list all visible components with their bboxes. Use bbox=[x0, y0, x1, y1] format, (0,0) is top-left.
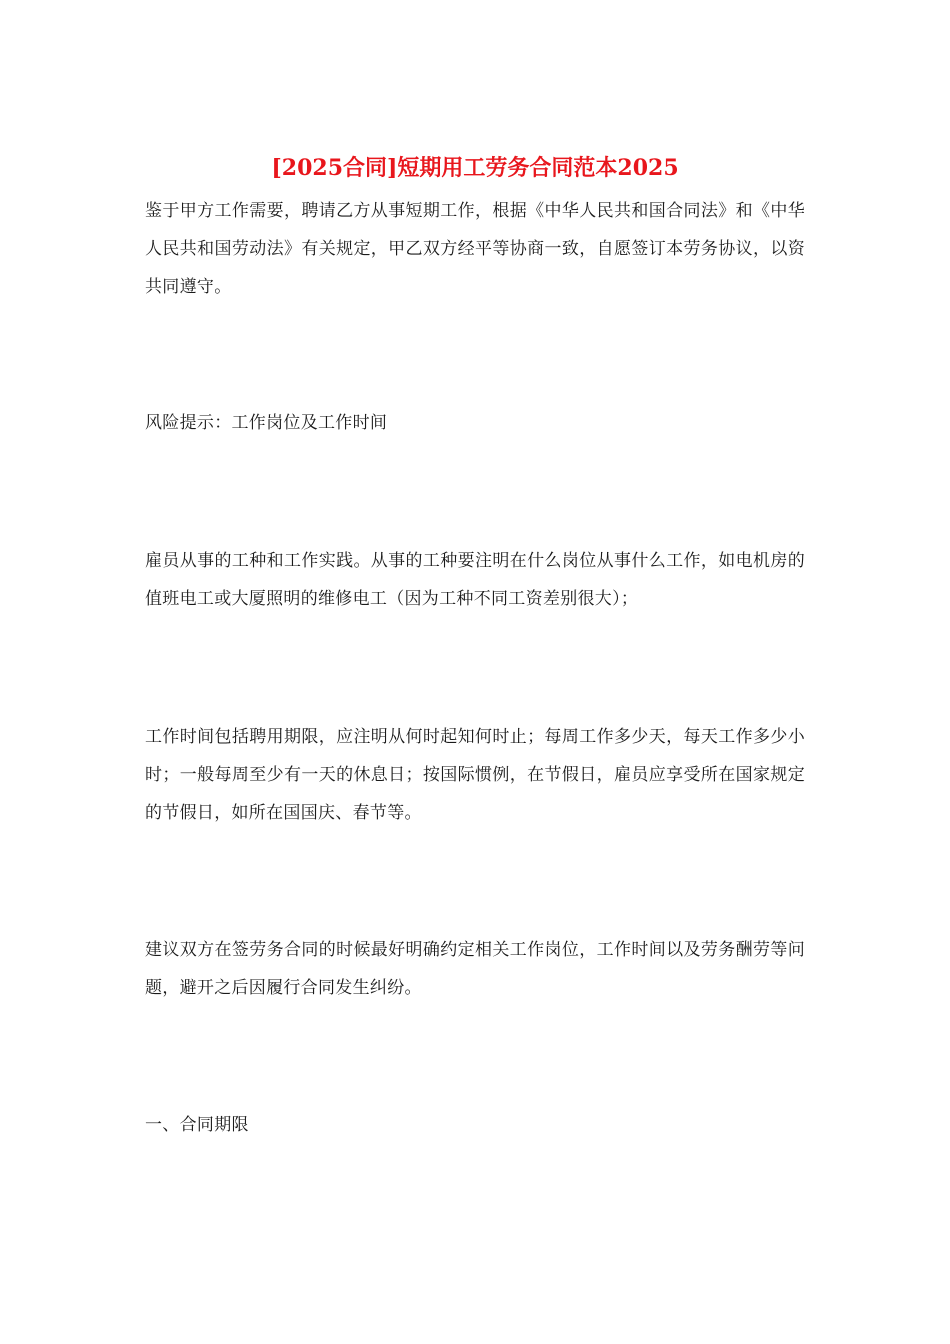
document-title: [2025合同]短期用工劳务合同范本2025 bbox=[271, 155, 679, 181]
working-hours-paragraph: 工作时间包括聘用期限，应注明从何时起知何时止；每周工作多少天，每天工作多少小时；一般每周至少有一天的休息日；按国际惯例，在节假日，雇员应享受所在国家规定的节假日，如所在国国庆、春节等。 bbox=[145, 727, 805, 823]
advice-paragraph: 建议双方在签劳务合同的时候最好明确约定相关工作岗位，工作时间以及劳务酬劳等问题，避开之后因履行合同发生纠纷。 bbox=[145, 940, 805, 998]
section-heading-contract-term: 一、合同期限 bbox=[145, 1115, 249, 1135]
preamble-paragraph: 鉴于甲方工作需要，聘请乙方从事短期工作，根据《中华人民共和国合同法》和《中华人民共和国劳动法》有关规定，甲乙双方经平等协商一致，自愿签订本劳务协议，以资共同遵守。 bbox=[145, 201, 805, 297]
risk-notice-heading: 风险提示：工作岗位及工作时间 bbox=[145, 413, 388, 433]
job-type-paragraph: 雇员从事的工种和工作实践。从事的工种要注明在什么岗位从事什么工作，如电机房的值班电工或大厦照明的维修电工（因为工种不同工资差别很大）； bbox=[145, 551, 805, 609]
